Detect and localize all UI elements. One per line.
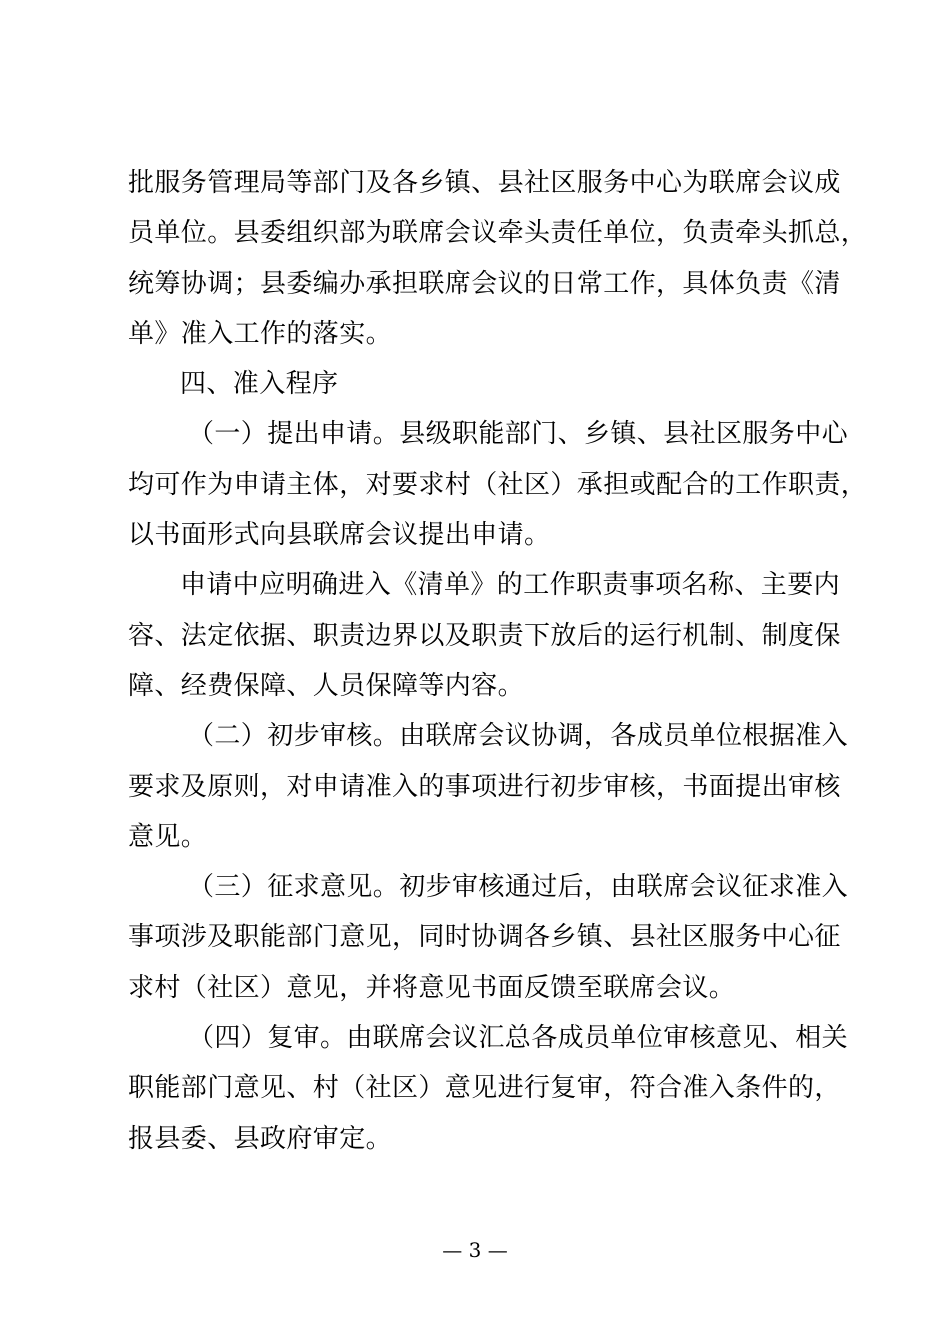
page-number: — 3 — bbox=[442, 1238, 508, 1262]
text-line: 障、经费保障、人员保障等内容。 bbox=[128, 670, 525, 701]
text-line: 单》准入工作的落实。 bbox=[128, 318, 393, 349]
text-line: （一）提出申请。县级职能部门、乡镇、县社区服务中心 bbox=[188, 419, 849, 450]
text-line: 意见。 bbox=[128, 821, 208, 852]
text-line: 员单位。县委组织部为联席会议牵头责任单位，负责牵头抓总， bbox=[128, 218, 868, 249]
text-line: 申请中应明确进入《清单》的工作职责事项名称、主要内 bbox=[180, 570, 841, 601]
text-line: 容、法定依据、职责边界以及职责下放后的运行机制、制度保 bbox=[128, 620, 841, 651]
text-line: 要求及原则，对申请准入的事项进行初步审核，书面提出审核 bbox=[128, 771, 841, 802]
text-line: 求村（社区）意见，并将意见书面反馈至联席会议。 bbox=[128, 972, 736, 1003]
document-body bbox=[128, 158, 868, 1164]
text-line: 批服务管理局等部门及各乡镇、县社区服务中心为联席会议成 bbox=[128, 168, 841, 198]
text-line: 报县委、县政府审定。 bbox=[128, 1123, 393, 1154]
text-line: （二）初步审核。由联席会议协调，各成员单位根据准入 bbox=[188, 721, 849, 752]
text-line: 职能部门意见、村（社区）意见进行复审，符合准入条件的， bbox=[128, 1073, 841, 1104]
section-heading: 四、准入程序 bbox=[180, 369, 339, 400]
text-line: 统筹协调；县委编办承担联席会议的日常工作，具体负责《清 bbox=[128, 268, 841, 299]
text-line: （四）复审。由联席会议汇总各成员单位审核意见、相关 bbox=[188, 1023, 849, 1054]
text-line: 事项涉及职能部门意见，同时协调各乡镇、县社区服务中心征 bbox=[128, 922, 841, 953]
text-line: 以书面形式向县联席会议提出申请。 bbox=[128, 520, 551, 551]
text-line: （三）征求意见。初步审核通过后，由联席会议征求准入 bbox=[188, 872, 849, 903]
text-line: 均可作为申请主体，对要求村（社区）承担或配合的工作职责， bbox=[128, 469, 868, 500]
